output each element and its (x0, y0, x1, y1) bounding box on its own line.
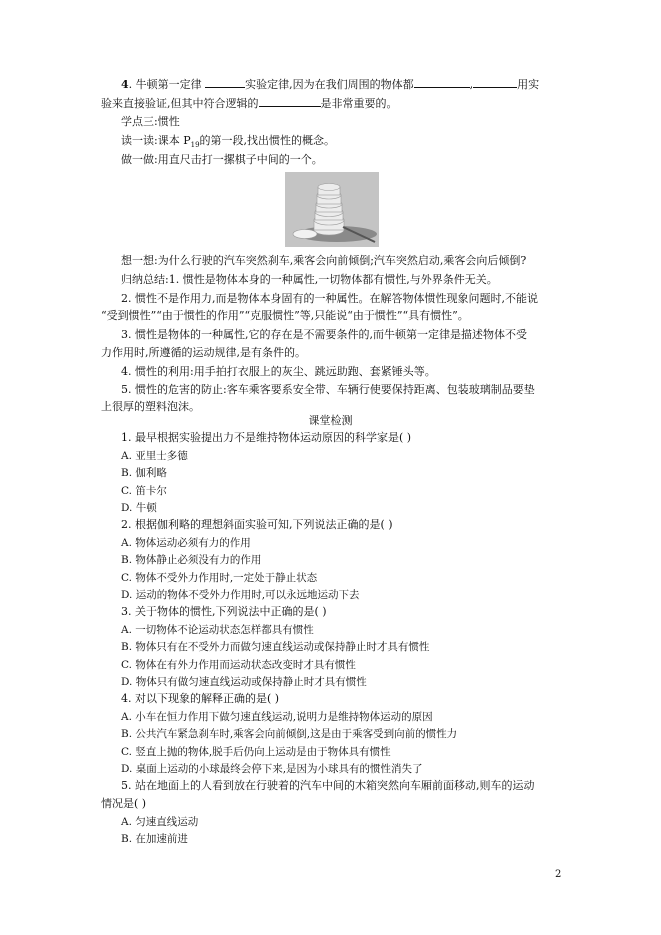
question-1-option-a[interactable]: A. 亚里士多德 (121, 450, 188, 462)
question-4-option-d[interactable]: D. 桌面上运动的小球最终会停下来,是因为小球具有的惯性消失了 (121, 763, 423, 775)
q4-blank-3[interactable] (473, 76, 517, 88)
summary-line-2a: 2. 惯性不是作用力,而是物体本身固有的一种属性。在解答物体惯性现象问题时,不能说 (121, 292, 538, 305)
question-4-option-b[interactable]: B. 公共汽车紧急刹车时,乘客会向前倾倒,这是由于乘客受到向前的惯性力 (121, 728, 458, 740)
q4-number: 4 (121, 78, 129, 91)
page-number: 2 (555, 869, 562, 880)
q4-text-1: . 牛顿第一定律 (128, 78, 202, 91)
question-3-stem: 3. 关于物体的惯性,下列说法中正确的是( ) (121, 605, 327, 618)
read-tail: 的第一段,找出惯性的概念。 (199, 134, 336, 147)
section3-title: 学点三:惯性 (121, 115, 180, 128)
read-text: 读一读:课本 P (121, 134, 191, 147)
question-1-stem: 1. 最早根据实验提出力不是维持物体运动原因的科学家是( ) (121, 431, 412, 444)
question-2-option-a[interactable]: A. 物体运动必须有力的作用 (121, 537, 251, 549)
question-4-option-c[interactable]: C. 竖直上抛的物体,脱手后仍向上运动是由于物体具有惯性 (121, 746, 391, 758)
question-2-option-d[interactable]: D. 运动的物体不受外力作用时,可以永远地运动下去 (121, 589, 360, 601)
question-2-option-b[interactable]: B. 物体静止必须没有力的作用 (121, 554, 262, 566)
question-1-option-b[interactable]: B. 伽利略 (121, 467, 167, 479)
read-subscript: 19 (190, 141, 200, 150)
summary-line-1: 归纳总结:1. 惯性是物体本身的一种属性,一切物体都有惯性,与外界条件无关。 (121, 273, 498, 286)
question-5-stem-line-2: 情况是( ) (101, 797, 147, 810)
summary-line-5a: 5. 惯性的危害的防止:客车乘客要系安全带、车辆行使要保持距离、包装玻璃制品要垫 (121, 383, 535, 396)
question-3-option-c[interactable]: C. 物体在有外力作用而运动状态改变时才具有惯性 (121, 659, 356, 671)
read-line (121, 134, 335, 152)
summary-line-3b: 力作用时,所遵循的运动规律,是有条件的。 (101, 346, 306, 359)
q4-blank-2[interactable] (414, 76, 470, 88)
summary-line-2b: “受到惯性”“由于惯性的作用”“克服惯性”等,只能说“由于惯性”“具有惯性”。 (101, 309, 469, 322)
question-1-option-d[interactable]: D. 牛顿 (121, 502, 157, 514)
q4-blank-4[interactable] (259, 95, 321, 107)
question-3-option-a[interactable]: A. 一切物体不论运动状态怎样都具有惯性 (121, 624, 314, 636)
question-2-option-c[interactable]: C. 物体不受外力作用时,一定处于静止状态 (121, 572, 318, 584)
summary-line-3a: 3. 惯性是物体的一种属性,它的存在是不需要条件的,而牛顿第一定律是描述物体不受 (121, 328, 527, 341)
q4-text-4: 用实 (517, 78, 540, 91)
question-4-option-a[interactable]: A. 小车在恒力作用下做匀速直线运动,说明力是维持物体运动的原因 (121, 711, 433, 723)
question-5-stem-line-1: 5. 站在地面上的人看到放在行驶着的汽车中间的木箱突然向车厢前面移动,则车的运动 (121, 779, 535, 792)
q4-line-1 (121, 76, 539, 92)
q4-text-6: 是非常重要的。 (320, 97, 398, 110)
section-title-classroom-check: 课堂检测 (308, 414, 353, 427)
question-3-option-d[interactable]: D. 物体只有做匀速直线运动或保持静止时才具有惯性 (121, 676, 367, 688)
q4-line-2 (101, 95, 398, 111)
stacked-chess-pieces-photo (285, 172, 379, 247)
chess-stack-illustration (285, 172, 379, 247)
q4-text-2: 实验定律,因为在我们周围的物体都 (245, 78, 414, 91)
q4-text-5: 验来直接验证,但其中符合逻辑的 (101, 97, 259, 110)
question-4-stem: 4. 对以下现象的解释正确的是( ) (121, 692, 280, 705)
summary-line-4: 4. 惯性的利用:用手拍打衣服上的灰尘、跳远助跑、套紧锤头等。 (121, 365, 436, 378)
question-5-option-b[interactable]: B. 在加速前进 (121, 833, 188, 845)
question-5-option-a[interactable]: A. 匀速直线运动 (121, 816, 199, 828)
q4-text-3: , (469, 78, 474, 91)
think-line: 想一想:为什么行驶的汽车突然刹车,乘客会向前倾倒;汽车突然启动,乘客会向后倾倒? (121, 254, 527, 267)
question-3-option-b[interactable]: B. 物体只有在不受外力而做匀速直线运动或保持静止时才具有惯性 (121, 641, 430, 653)
question-2-stem: 2. 根据伽利略的理想斜面实验可知,下列说法正确的是( ) (121, 518, 393, 531)
question-1-option-c[interactable]: C. 笛卡尔 (121, 485, 167, 497)
doit-line: 做一做:用直尺击打一摞棋子中间的一个。 (121, 153, 323, 166)
summary-line-5b: 上很厚的塑料泡沫。 (101, 400, 200, 413)
q4-blank-1[interactable] (205, 76, 245, 88)
